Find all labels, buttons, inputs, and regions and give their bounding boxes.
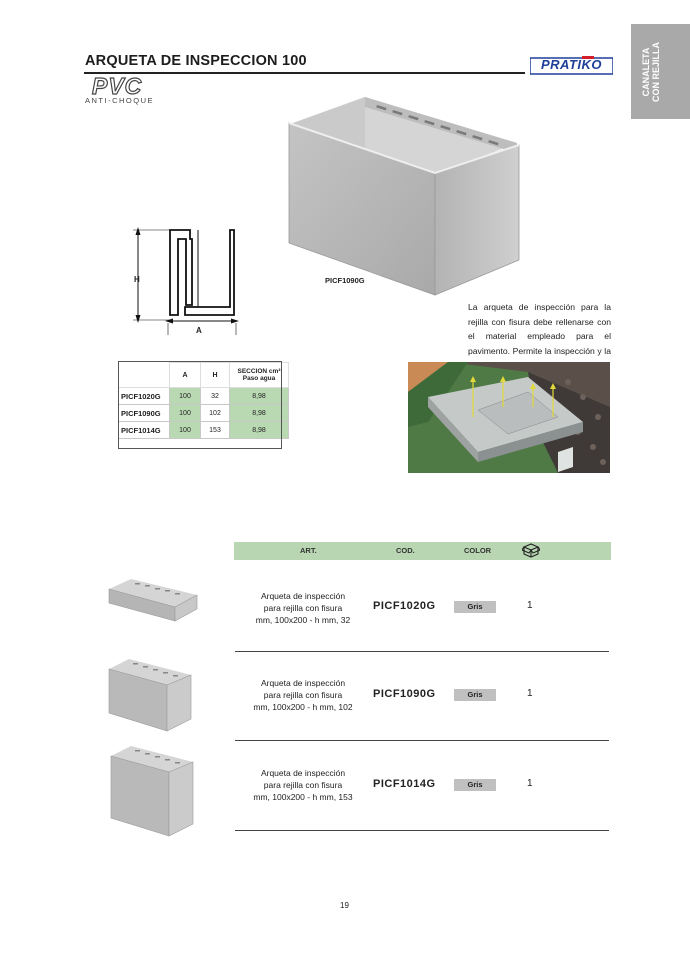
- product-image-3: [107, 744, 195, 838]
- spec-code: PICF1020G: [119, 388, 170, 405]
- page-title: ARQUETA DE INSPECCION 100: [85, 53, 307, 69]
- installation-photo: [408, 362, 610, 473]
- page-number: 19: [340, 901, 349, 910]
- color-badge-2: Gris: [454, 689, 496, 701]
- spec-h: 32: [201, 388, 230, 405]
- spec-table-row: [119, 405, 289, 422]
- large-image-caption: PICF1090G: [325, 276, 365, 285]
- inspection-box-large-image: [285, 95, 521, 297]
- header-color: COLOR: [464, 546, 492, 555]
- pack-qty-1: 1: [527, 600, 533, 611]
- color-badge-1: Gris: [454, 601, 496, 613]
- spec-h: 153: [201, 422, 230, 439]
- product-code-2: PICF1090G: [373, 688, 436, 700]
- product-list-header: [234, 542, 611, 560]
- header-cod: COD.: [396, 546, 415, 555]
- product-image-2: [105, 657, 193, 733]
- desc-line: Arqueta de inspección: [260, 678, 346, 688]
- desc-line: Arqueta de inspección: [260, 591, 346, 601]
- pack-qty-3: 1: [527, 778, 533, 789]
- spec-table-header: [119, 363, 289, 388]
- spec-code: PICF1090G: [119, 405, 170, 422]
- spec-header-h: H: [201, 363, 230, 388]
- desc-line: para rejilla con fisura: [263, 780, 343, 790]
- spec-seccion: 8,98: [230, 388, 289, 405]
- section-tab-line-1: CANALETA: [641, 47, 651, 97]
- row-divider: [235, 830, 609, 831]
- desc-line: mm, 100x200 - h mm, 102: [253, 702, 353, 712]
- row-divider: [235, 740, 609, 741]
- product-description-3: [228, 767, 378, 803]
- product-image-1: [105, 575, 199, 623]
- spec-table-row: [119, 422, 289, 439]
- pack-qty-2: 1: [527, 688, 533, 699]
- title-divider: [84, 72, 525, 74]
- section-tab-line-2: CON REJILLA: [651, 42, 661, 103]
- desc-line: para rejilla con fisura: [263, 690, 343, 700]
- desc-line: para rejilla con fisura: [263, 603, 343, 613]
- cross-section-drawing: [130, 225, 245, 350]
- spec-seccion: 8,98: [230, 422, 289, 439]
- material-logo: PVC: [92, 73, 143, 99]
- desc-line: Arqueta de inspección: [260, 768, 346, 778]
- product-description-2: [228, 677, 378, 713]
- spec-a: 100: [170, 388, 201, 405]
- desc-line: mm, 100x200 - h mm, 32: [255, 615, 351, 625]
- spec-a: 100: [170, 405, 201, 422]
- brand-name: PRATIKO: [540, 57, 603, 72]
- color-badge-3: Gris: [454, 779, 496, 791]
- spec-table: [118, 362, 289, 439]
- section-tab-label: [641, 37, 681, 107]
- spec-a: 100: [170, 422, 201, 439]
- dimension-a-label: A: [196, 326, 202, 335]
- product-code-3: PICF1014G: [373, 778, 436, 790]
- spec-header-a: A: [170, 363, 201, 388]
- header-art: ART.: [300, 546, 317, 555]
- product-description: La arqueta de inspección para la rejilla con fisura debe rellenarse con el material empleado para el pavimento. Permite la inspección y la: [468, 302, 611, 356]
- spec-header-seccion-line1: SECCION cm²: [237, 368, 281, 375]
- product-code-1: PICF1020G: [373, 600, 436, 612]
- desc-line: mm, 100x200 - h mm, 153: [253, 792, 353, 802]
- row-divider: [235, 651, 609, 652]
- product-description-1: [228, 590, 378, 626]
- material-subtitle: ANTI-CHOQUE: [85, 96, 154, 105]
- spec-header-seccion: [230, 363, 289, 388]
- spec-table-row: [119, 388, 289, 405]
- spec-h: 102: [201, 405, 230, 422]
- box-icon: [522, 542, 540, 558]
- spec-code: PICF1014G: [119, 422, 170, 439]
- spec-header-blank: [119, 363, 170, 388]
- spec-seccion: 8,98: [230, 405, 289, 422]
- spec-header-seccion-line2: Paso agua: [242, 375, 276, 382]
- dimension-h-label: H: [134, 275, 140, 284]
